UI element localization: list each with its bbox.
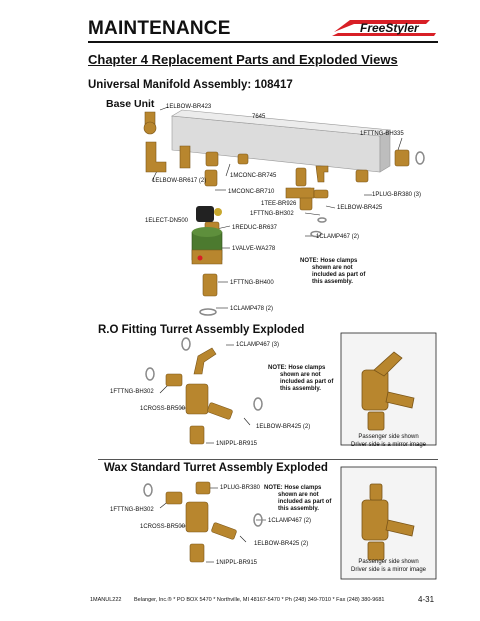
label-elbow-br425: 1ELBOW-BR425: [337, 205, 383, 211]
label-mconc-br710: 1MCONC-BR710: [228, 189, 275, 195]
page-header-title: MAINTENANCE: [88, 18, 231, 39]
wax-label-fttng: 1FTTNG-BH302: [110, 507, 154, 513]
footer-company: Belanger, Inc.® * PO BOX 5470 * Northville, MI 48167-5470 * Ph (248) 349-7010 * Fax (248) 380-9681: [134, 597, 385, 603]
label-elect-dn500: 1ELECT-DN500: [145, 218, 189, 224]
base-unit-note: NOTE: Hose clamps shown are not included as part of this assembly.: [300, 258, 366, 285]
svg-text:FreeStyler: FreeStyler: [360, 21, 419, 35]
section-title-ro-turret: R.O Fitting Turret Assembly Exploded: [98, 324, 305, 336]
wax-label-cross: 1CROSS-BR500: [140, 524, 186, 530]
label-mconc-br745: 1MCONC-BR745: [230, 173, 277, 179]
label-valve-wa278: 1VALVE-WA278: [232, 246, 276, 252]
wax-turret-photo-caption: Passenger side shown Driver side is a mirror image: [350, 559, 426, 573]
wax-turret-note: NOTE: Hose clamps shown are not included as part of this assembly.: [264, 485, 332, 512]
section-title-manifold: Universal Manifold Assembly: 108417: [88, 79, 293, 91]
label-clamp467: 1CLAMP467 (2): [316, 234, 360, 240]
ro-label-nipple: 1NIPPL-BR915: [216, 441, 258, 447]
label-plug-br380: 1PLUG-BR380 (3): [372, 192, 422, 198]
label-elbow-br423: 1ELBOW-BR423: [166, 104, 212, 110]
label-reduc-br637: 1REDUC-BR637: [232, 225, 278, 231]
section-title-wax-turret: Wax Standard Turret Assembly Exploded: [104, 462, 328, 474]
wax-label-nipple: 1NIPPL-BR915: [216, 560, 258, 566]
chapter-title: Chapter 4 Replacement Parts and Exploded Views: [88, 52, 398, 67]
label-elbow-br617: 1ELBOW-BR617 (2): [152, 178, 207, 184]
wax-label-plug: 1PLUG-BR380: [220, 485, 261, 491]
page-number: 4-31: [418, 595, 435, 604]
ro-label-clamp: 1CLAMP467 (3): [236, 342, 280, 348]
ro-label-fttng: 1FTTNG-BH302: [110, 389, 154, 395]
ro-label-elbow: 1ELBOW-BR425 (2): [256, 424, 311, 430]
footer-doc-number: 1MANUL222: [90, 597, 122, 603]
label-tee-br926: 1TEE-BR926: [261, 201, 297, 207]
label-clamp478: 1CLAMP478 (2): [230, 306, 274, 312]
wax-label-elbow: 1ELBOW-BR425 (2): [254, 541, 309, 547]
label-fttng-bh400: 1FTTNG-BH400: [230, 280, 274, 286]
ro-turret-note: NOTE: Hose clamps shown are not included as part of this assembly.: [268, 365, 334, 392]
ro-label-cross: 1CROSS-BR500: [140, 406, 186, 412]
ro-turret-photo-caption: Passenger side shown Driver side is a mirror image: [350, 434, 426, 448]
label-fttng-bh302: 1FTTNG-BH302: [250, 211, 294, 217]
label-fttng-bh335: 1FTTNG-BH335: [360, 131, 404, 137]
wax-label-clamp: 1CLAMP467 (2): [268, 518, 312, 524]
base-unit-heading: Base Unit: [106, 98, 155, 110]
label-bar-7645: 7645: [252, 114, 266, 120]
